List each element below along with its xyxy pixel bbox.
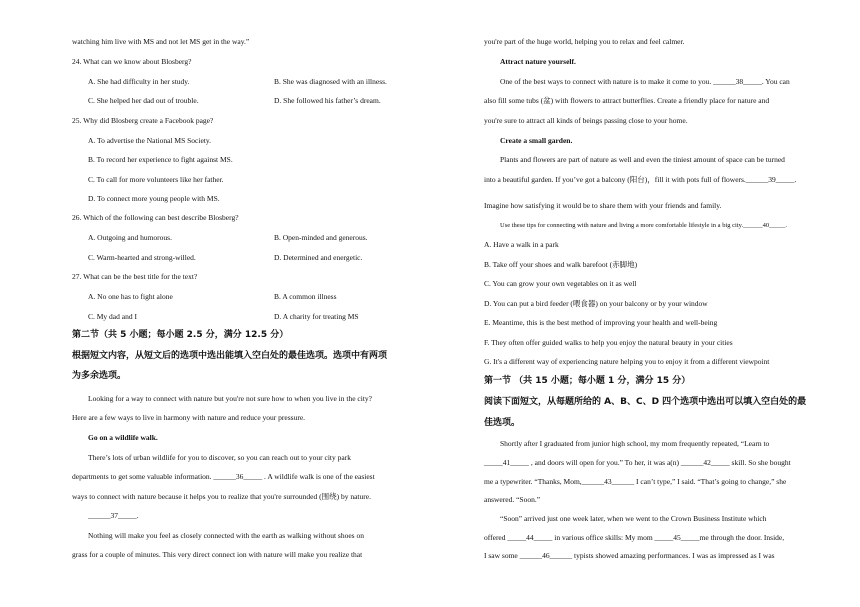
option-27a: A. No one has to fight alone <box>88 292 173 301</box>
option-26b: B. Open-minded and generous. <box>274 233 368 242</box>
option-26d: D. Determined and energetic. <box>274 253 363 262</box>
instructions-line-1: 根据短文内容，从短文后的选项中选出能填入空白处的最佳选项。选项中有两项 <box>72 351 388 361</box>
option-25d: D. To connect more young people with MS. <box>88 194 220 203</box>
question-27: 27. What can be the best title for the text? <box>72 272 198 281</box>
option-24a: A. She had difficulty in her study. <box>88 77 190 86</box>
option-25c: C. To call for more volunteers like her father. <box>88 175 224 184</box>
para-6: Use these tips for connecting with nature and living a more comfortable lifestyle in a big city.______40_____. <box>500 222 787 229</box>
instructions-line-3: 阅读下面短文，从每题所给的 A、B、C、D 四个选项中选出可以填入空白处的最 <box>484 397 807 407</box>
option-24b: B. She was diagnosed with an illness. <box>274 77 387 86</box>
subheading-wildlife-walk: Go on a wildlife walk. <box>88 433 158 442</box>
option-26c: C. Warm-hearted and strong-willed. <box>88 253 196 262</box>
intro-line-2: Here are a few ways to live in harmony with nature and reduce your pressure. <box>72 413 306 422</box>
option-25b: B. To record her experience to fight against MS. <box>88 155 233 164</box>
para-5-line-3: Imagine how satisfying it would be to share them with your friends and family. <box>484 201 722 210</box>
story-line-6: offered _____44_____ in various office skills: My mom _____45_____me through the door. Inside, <box>484 533 785 542</box>
para-continued: you're part of the huge world, helping you to relax and feel calmer. <box>484 37 685 46</box>
story-line-4: answered. “Soon.” <box>484 495 541 504</box>
para-2-line-3: ways to connect with nature because it helps you to realize that you're surrounded (围绕) by nature. <box>72 492 371 501</box>
option-27b: B. A common illness <box>274 292 337 301</box>
story-line-7: I saw some ______46______ typists showed amazing performances. I was as impressed as I was <box>484 551 775 560</box>
option-26a: A. Outgoing and humorous. <box>88 233 172 242</box>
story-line-1: Shortly after I graduated from junior high school, my mom frequently repeated, “Learn to <box>500 439 770 448</box>
question-24: 24. What can we know about Blosberg? <box>72 57 192 66</box>
para-3-line-1: Nothing will make you feel as closely connected with the earth as walking without shoes on <box>88 531 364 540</box>
instructions-line-2: 为多余选项。 <box>72 371 127 381</box>
question-26: 26. Which of the following can best describe Blosberg? <box>72 213 239 222</box>
option-d: D. You can put a bird feeder (喂食器) on your balcony or by your window <box>484 299 708 308</box>
story-line-2: _____41_____ , and doors will open for you.” To her, it was a(n) ______42_____ skill. So she bought <box>484 458 791 467</box>
subheading-small-garden: Create a small garden. <box>500 136 573 145</box>
subheading-attract-nature: Attract nature yourself. <box>500 57 576 66</box>
section-1-heading: 第一节 （共 15 小题；每小题 1 分，满分 15 分） <box>484 376 691 386</box>
passage-ending: watching him live with MS and not let MS get in the way.” <box>72 37 250 46</box>
para-2-line-1: There’s lots of urban wildlife for you to discover, so you can reach out to your city park <box>88 453 351 462</box>
option-27c: C. My dad and I <box>88 312 137 321</box>
section-2-heading: 第二节（共 5 小题；每小题 2.5 分，满分 12.5 分） <box>72 330 289 340</box>
para-4-line-3: you're sure to attract all kinds of beings passing close to your home. <box>484 116 688 125</box>
intro-line-1: Looking for a way to connect with nature but you're not sure how to when you live in the city? <box>88 394 372 403</box>
option-27d: D. A charity for treating MS <box>274 312 359 321</box>
para-3-line-2: grass for a couple of minutes. This very direct connect ion with nature will make you realize that <box>72 550 363 559</box>
para-4-line-1: One of the best ways to connect with nature is to make it come to you. ______38_____. You can <box>500 77 790 86</box>
option-24c: C. She helped her dad out of trouble. <box>88 96 199 105</box>
option-e: E. Meantime, this is the best method of improving your health and well-being <box>484 318 718 327</box>
option-f: F. They often offer guided walks to help you enjoy the natural beauty in your cities <box>484 338 733 347</box>
option-g: G. It's a different way of experiencing nature helping you to enjoy it from a different viewpoint <box>484 357 770 366</box>
option-24d: D. She followed his father’s dream. <box>274 96 381 105</box>
question-25: 25. Why did Blosberg create a Facebook page? <box>72 116 214 125</box>
option-a: A. Have a walk in a park <box>484 240 559 249</box>
story-line-5: “Soon” arrived just one week later, when we went to the Crown Business Institute which <box>500 514 767 523</box>
para-5-line-1: Plants and flowers are part of nature as well and even the tiniest amount of space can be turned <box>500 155 785 164</box>
option-c: C. You can grow your own vegetables on it as well <box>484 279 637 288</box>
para-4-line-2: also fill some tubs (盆) with flowers to attract butterflies. Create a friendly place for nature and <box>484 96 770 105</box>
blank-37: ______37_____. <box>88 511 139 520</box>
para-5-line-2: into a beautiful garden. If you’ve got a balcony (阳台)，fill it with pots full of flowers.______39_____. <box>484 175 797 184</box>
option-25a: A. To advertise the National MS Society. <box>88 136 211 145</box>
para-2-line-2: departments to get some valuable information. ______36_____ . A wildlife walk is one of the easiest <box>72 472 375 481</box>
story-line-3: me a typewriter. “Thanks, Mom,______43______ I can’t type,” I said. “That’s going to change,” she <box>484 477 787 486</box>
option-b: B. Take off your shoes and walk barefoot (赤脚地) <box>484 260 638 269</box>
instructions-line-4: 佳选项。 <box>484 418 521 428</box>
